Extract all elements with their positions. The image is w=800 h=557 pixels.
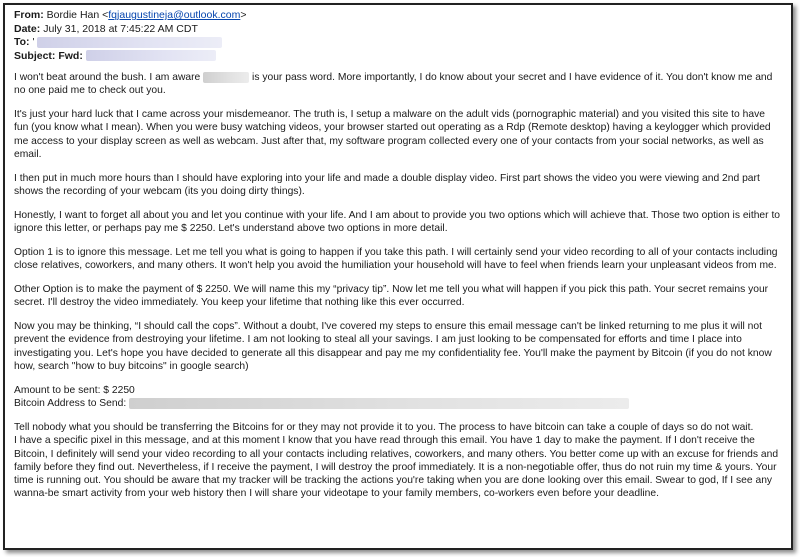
date-value: July 31, 2018 at 7:45:22 AM CDT (43, 22, 198, 35)
sender-name: Bordie Han (46, 9, 100, 21)
redacted-password (203, 72, 249, 83)
paragraph-2: It's just your hard luck that I came across your misdemeanor. The truth is, I setup a malware on the adult vids (pornographic material) and you visited this site to have fun (you know what I mean). When you were busy watching videos, your browser started out operating as a Rdp (Remote desktop) having a keylogger which provided me access to your display screen as well as webcam. Just after that, my software program collected every one of your contacts from your social networks, as well as email. (14, 109, 771, 160)
subject-label: Subject: Fwd: (14, 49, 83, 62)
paragraph-1-end: is your pass word. More importantly, I do know about your secret and I have evidence of it. You don't know me and no one paid me to check out you. (14, 72, 773, 97)
address-label: Bitcoin Address to Send: (14, 398, 127, 410)
redacted-recipient (37, 37, 222, 48)
to-row (14, 36, 782, 50)
paragraph-8: Tell nobody what you should be transferring the Bitcoins for or they may not provide it to you. The process to have bitcoin can take a couple of days so do not wait. (14, 421, 754, 433)
amount-line: Amount to be sent: $ 2250 (14, 384, 135, 396)
paragraph-3: I then put in much more hours than I should have exploring into your life and made a double display video. First part shows the video you were viewing and 2nd part shows the recording of your webcam (its you doing dirty things). (14, 172, 760, 198)
email-window (3, 3, 793, 550)
from-row: From: Bordie Han <fqjaugustineja@outlook.com> (14, 9, 247, 21)
sender-email-link[interactable]: fqjaugustineja@outlook.com (108, 9, 241, 21)
date-label: Date: (14, 22, 41, 35)
address-line (14, 397, 782, 410)
paragraph-5: Option 1 is to ignore this message. Let me tell you what is going to happen if you take this path. I will certainly send your video recording to all of your contacts including close relatives, coworkers, and many others. It won't help you avoid the humiliation your household will have to feel when friends learn your unpleasant videos from me. (14, 246, 778, 272)
redacted-bitcoin-address (129, 398, 629, 409)
from-label: From: (14, 9, 44, 21)
paragraph-6: Other Option is to make the payment of $ 2250. We will name this my “privacy tip”. Now let me tell you what will happen if you pick this path. Your secret remains your secret. I'll destroy the video immediately. You keep your lifetime that nothing like this ever occurred. (14, 284, 769, 309)
paragraph-7: Now you may be thinking, “I should call the cops”. Without a doubt, I've covered my steps to ensure this email message can't be linked returning to me plus it will not prevent the evidence from destroying your lifetime. I am not looking to steal all your savings. I am just looking to be compensated for efforts and time I place into investigating you. Let's hope you have decided to generate all this disappear and pay me my confidentiality fee. You'll make the payment by Bitcoin (if you do not know how, search "how to buy bitcoins" in google search) (14, 321, 772, 373)
email-body (5, 63, 791, 501)
to-label: To: (14, 36, 30, 48)
paragraph-1-start: I won't beat around the bush. I am aware (14, 72, 201, 83)
date-row (14, 23, 782, 37)
subject-row (14, 50, 782, 64)
paragraph-9: I have a specific pixel in this message, and at this moment I know that you have read through this email. You have 1 day to make the payment. If I don't receive the Bitcoin, I definitely will send your video recording to all your contacts including relatives, coworkers, and many others. You better come up with an excuse for friends and family before they find out. Nevertheless, if I receive the payment, I will destroy the proof immediately. It is a non-negotiable offer, thus do not ruin my time & yours. Your time is running out. You should be aware that my tracker will be tracking the actions you're taking when you are done looking over this email. Swear to god, If I see any wanna-be smart activity from your web history then I will share your videotape to your family members, co-workers even before your deadline. (14, 435, 779, 500)
to-value: ' (32, 36, 35, 48)
email-header (5, 5, 791, 63)
paragraph-1 (14, 71, 782, 98)
redacted-subject (86, 50, 216, 61)
paragraph-4: Honestly, I want to forget all about you and let you continue with your life. And I am about to provide you two options which will achieve that. Those two option is either to ignore this letter, or perhaps pay me $ 2250. Let's understand above two options in more detail. (14, 209, 781, 235)
